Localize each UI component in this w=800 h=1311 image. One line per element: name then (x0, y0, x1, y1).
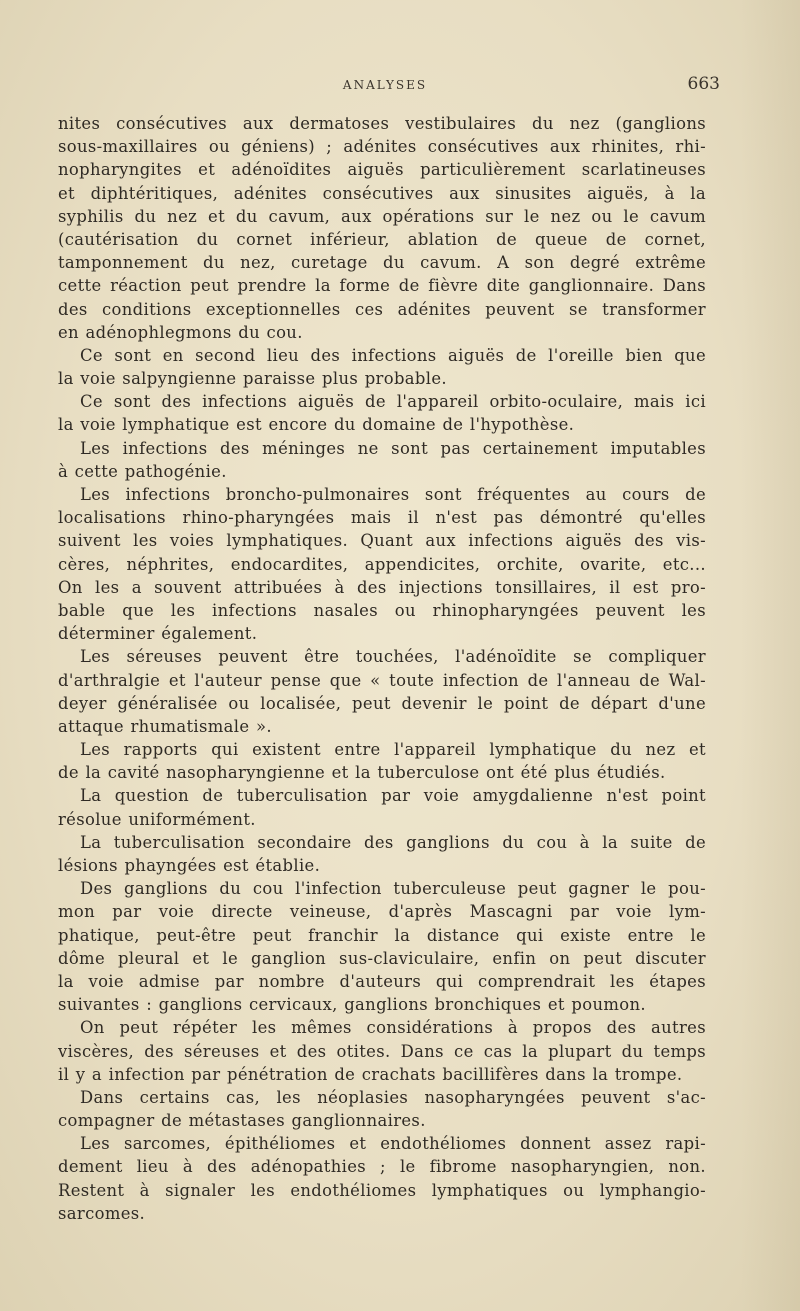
running-title: ANALYSES (342, 78, 428, 92)
text-line: attaque rhumatismale ». (58, 716, 272, 736)
text-line: et diphtéritiques, adénites consécutives aux sinusites aiguës, à la (58, 183, 706, 203)
text-line: sarcomes. (58, 1203, 146, 1223)
text-line: phatique, peut-être peut franchir la distance qui existe entre le (58, 925, 706, 945)
text-line: lésions phayngées est établie. (58, 856, 321, 875)
text-line: Ce sont en second lieu des infections aiguës de l'oreille bien que (80, 345, 706, 365)
text-line: dôme pleural et le ganglion sus-claviculaire, enfin on peut discuter (58, 948, 706, 968)
text-line: bable que les infections nasales ou rhinopharyngées peuvent les (58, 600, 706, 620)
text-line: cères, néphrites, endocardites, appendicites, orchite, ovarite, etc... (58, 554, 706, 574)
text-line: la voie lymphatique est encore du domaine de l'hypothèse. (58, 415, 575, 435)
text-line: nites consécutives aux dermatoses vestibulaires du nez (ganglions (58, 114, 706, 133)
text-line: des conditions exceptionnelles ces adénites peuvent se transformer (58, 299, 706, 319)
text-line: Ce sont des infections aiguës de l'appareil orbito-oculaire, mais ici (80, 392, 706, 412)
text-line: Les sarcomes, épithéliomes et endothéliomes donnent assez rapi- (80, 1134, 706, 1154)
text-line: en adénophlegmons du cou. (58, 322, 303, 342)
text-line: On les a souvent attribuées à des injections tonsillaires, il est pro- (58, 577, 706, 597)
text-line: syphilis du nez et du cavum, aux opérations sur le nez ou le cavum (58, 206, 706, 226)
text-line: (cautérisation du cornet inférieur, ablation de queue de cornet, (58, 229, 706, 249)
text-line: Les infections des méninges ne sont pas certainement imputables (80, 438, 706, 458)
text-line: compagner de métastases ganglionnaires. (58, 1111, 426, 1131)
text-line: suivent les voies lymphatiques. Quant aux infections aiguës des vis- (58, 531, 706, 551)
body-text (58, 112, 706, 1225)
text-line: La question de tuberculisation par voie amygdalienne n'est point (80, 786, 706, 806)
text-line: Les séreuses peuvent être touchées, l'adénoïdite se compliquer (80, 647, 706, 667)
text-line: sous-maxillaires ou géniens) ; adénites consécutives aux rhinites, rhi- (58, 137, 706, 157)
text-line: nopharyngites et adénoïdites aiguës particulièrement scarlatineuses (58, 160, 706, 180)
text-line: la voie admise par nombre d'auteurs qui comprendrait les étapes (58, 971, 706, 991)
text-line: résolue uniformément. (58, 809, 256, 829)
text-line: déterminer également. (58, 624, 258, 644)
text-line: d'arthralgie et l'auteur pense que « toute infection de l'anneau de Wal- (58, 670, 706, 690)
page-number: 663 (687, 74, 720, 94)
text-line: la voie salpyngienne paraisse plus probable. (58, 369, 447, 389)
text-line: suivantes : ganglions cervicaux, ganglions bronchiques et poumon. (58, 995, 646, 1015)
text-line: localisations rhino-pharyngées mais il n'est pas démontré qu'elles (58, 508, 706, 528)
page-edge-shadow (740, 0, 800, 1311)
text-line: dement lieu à des adénopathies ; le fibrome nasopharyngien, non. (58, 1157, 706, 1177)
text-line: La tuberculisation secondaire des ganglions du cou à la suite de (80, 832, 706, 852)
text-line: Des ganglions du cou l'infection tuberculeuse peut gagner le pou- (80, 879, 706, 899)
text-line: deyer généralisée ou localisée, peut devenir le point de départ d'une (58, 693, 706, 713)
text-line: il y a infection par pénétration de crachats bacillifères dans la trompe. (58, 1064, 683, 1084)
text-line: Les infections broncho-pulmonaires sont fréquentes au cours de (80, 485, 706, 504)
text-line: à cette pathogénie. (58, 461, 227, 481)
text-line: Dans certains cas, les néoplasies nasopharyngées peuvent s'ac- (80, 1087, 706, 1107)
text-line: tamponnement du nez, curetage du cavum. A son degré extrême (58, 253, 706, 273)
text-line: Restent à signaler les endothéliomes lymphatiques ou lymphangio- (58, 1180, 706, 1200)
text-line: cette réaction peut prendre la forme de fièvre dite ganglionnaire. Dans (58, 276, 706, 296)
text-line: mon par voie directe veineuse, d'après Mascagni par voie lym- (58, 902, 706, 922)
text-line: On peut répéter les mêmes considérations à propos des autres (80, 1018, 706, 1038)
running-head (60, 72, 720, 96)
text-line: de la cavité nasopharyngienne et la tuberculose ont été plus étudiés. (58, 763, 666, 783)
text-line: viscères, des séreuses et des otites. Dans ce cas la plupart du temps (58, 1041, 706, 1061)
text-line: Les rapports qui existent entre l'appareil lymphatique du nez et (80, 740, 706, 760)
